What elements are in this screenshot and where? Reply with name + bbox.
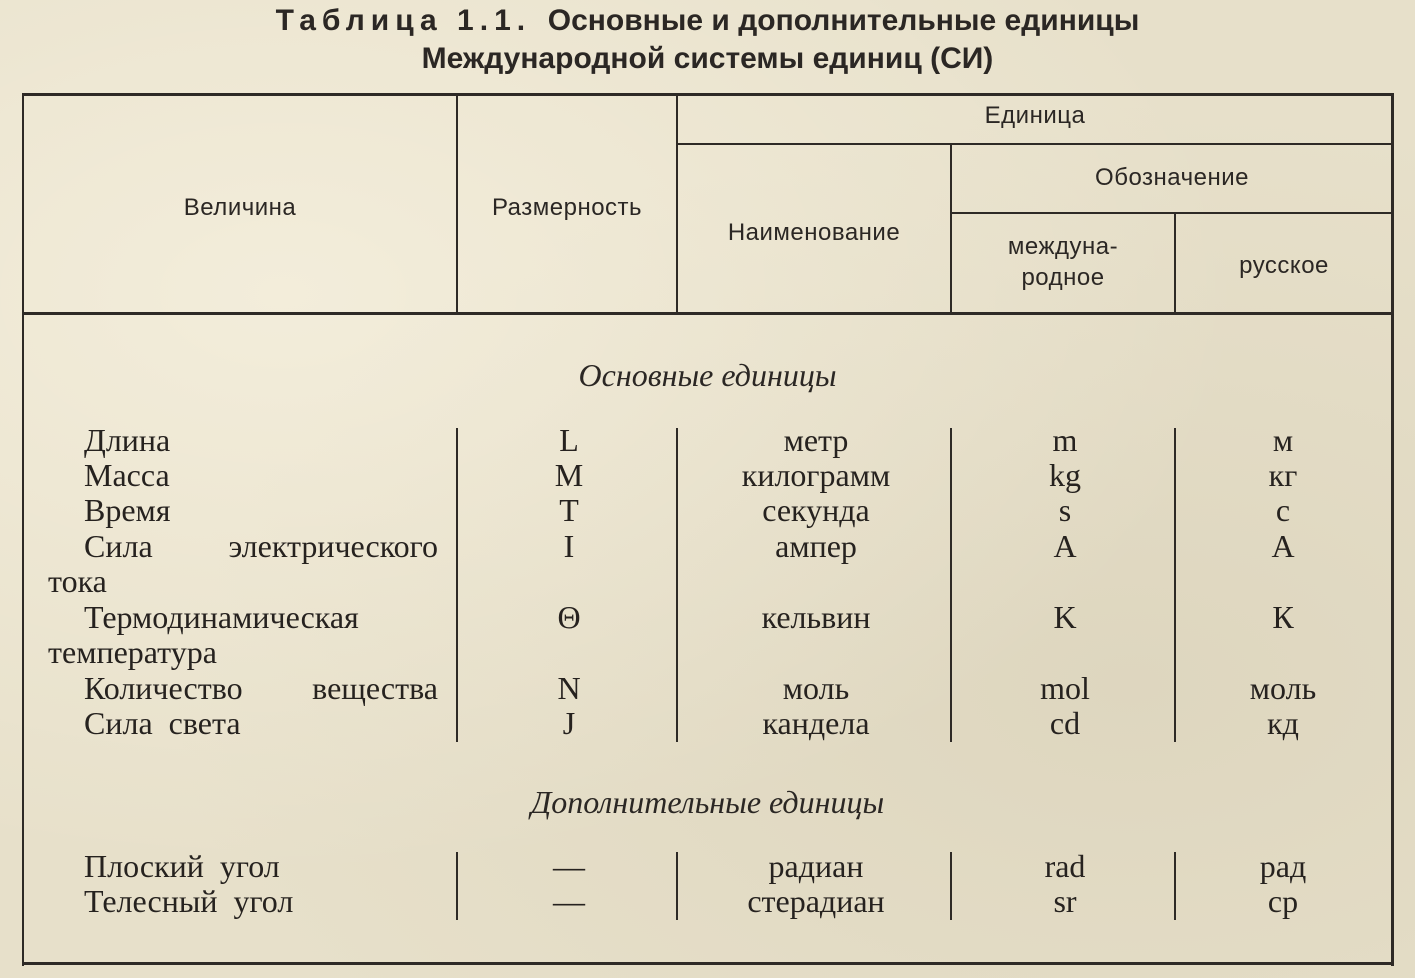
row-unit-name: кельвин: [761, 599, 871, 635]
row-rus-symbol: рад: [1259, 848, 1307, 884]
row-rus-symbol: моль: [1249, 670, 1317, 706]
quantity-line1: [48, 706, 448, 741]
table-title-line2: Международной системы единиц (СИ): [421, 42, 994, 75]
row-intl-symbol: kg: [1049, 457, 1081, 493]
row-quantity: [48, 423, 448, 458]
table-title: [0, 4, 1415, 38]
quantity-line2: температура: [48, 634, 217, 670]
quantity-word: Количество: [84, 670, 243, 706]
quantity-text: Длина: [84, 422, 171, 458]
quantity-line1: Термодинамическая: [84, 599, 359, 635]
row-dimension: —: [553, 848, 585, 884]
row-rus-symbol: м: [1272, 422, 1294, 458]
header-quantity: Величина: [183, 194, 297, 221]
row-unit-name: метр: [783, 422, 849, 458]
row-quantity: [48, 529, 448, 599]
row-rus-symbol: А: [1271, 528, 1295, 564]
row-dimension: L: [559, 422, 579, 458]
row-intl-symbol: A: [1053, 528, 1077, 564]
row-quantity: [48, 706, 448, 741]
header-international-line2: родное: [1021, 264, 1105, 291]
quantity-word: электрического: [228, 528, 438, 564]
body-divider-5: [456, 852, 458, 920]
symbol-header-rule: [952, 212, 1392, 214]
row-rus-symbol: К: [1272, 599, 1294, 635]
row-unit-name: секунда: [762, 492, 870, 528]
row-rus-symbol: кг: [1268, 457, 1298, 493]
header-symbol: Обозначение: [1095, 164, 1249, 191]
row-unit-name: радиан: [768, 848, 864, 884]
row-quantity: [48, 849, 448, 884]
quantity-word: Сила: [84, 705, 153, 741]
row-unit-name: ампер: [775, 528, 857, 564]
section-title-base: Основные единицы: [578, 357, 837, 393]
row-dimension: —: [553, 883, 585, 919]
row-intl-symbol: sr: [1053, 883, 1077, 919]
header-unit: Единица: [984, 102, 1086, 129]
header-russian: русское: [1239, 252, 1329, 279]
row-rus-symbol: кд: [1267, 705, 1299, 741]
row-rus-symbol: ср: [1267, 883, 1299, 919]
row-dimension: J: [562, 705, 576, 741]
quantity-line1: [48, 671, 438, 706]
row-intl-symbol: cd: [1049, 705, 1081, 741]
row-dimension: N: [557, 670, 581, 706]
header-international: [952, 231, 1174, 293]
quantity-text: Время: [84, 492, 171, 528]
table-right-border: [1391, 93, 1394, 966]
table-bottom-border: [22, 962, 1394, 965]
row-intl-symbol: s: [1058, 492, 1072, 528]
quantity-word: Телесный: [84, 883, 218, 919]
header-bottom-rule: [22, 312, 1394, 315]
header-international-line1: междуна-: [1007, 233, 1119, 260]
row-quantity: [48, 884, 448, 919]
quantity-line1: [48, 849, 448, 884]
quantity-word: света: [168, 705, 241, 741]
row-quantity: [48, 493, 448, 528]
quantity-word: угол: [233, 883, 294, 919]
quantity-text: Масса: [84, 457, 170, 493]
quantity-word: Сила: [84, 528, 153, 564]
header-dimension: Размерность: [491, 194, 643, 221]
row-unit-name: моль: [782, 670, 850, 706]
row-unit-name: стерадиан: [747, 883, 885, 919]
row-dimension: I: [563, 528, 575, 564]
unit-header-rule: [678, 143, 1392, 145]
quantity-word: угол: [219, 848, 280, 884]
row-dimension: T: [559, 492, 579, 528]
row-intl-symbol: rad: [1044, 848, 1086, 884]
header-name: Наименование: [727, 219, 901, 246]
row-quantity: [48, 458, 448, 493]
row-unit-name: кандела: [762, 705, 870, 741]
quantity-line1: [48, 884, 448, 919]
row-quantity: [48, 671, 448, 706]
row-quantity: [48, 600, 448, 670]
row-unit-name: килограмм: [741, 457, 891, 493]
quantity-line1: [48, 529, 438, 564]
table-title-line1: Основные и дополнительные единицы: [547, 4, 1140, 37]
quantity-word: вещества: [312, 670, 438, 706]
body-divider-1: [456, 428, 458, 742]
table-number: Таблица 1.1.: [275, 4, 532, 37]
table-top-border: [22, 93, 1394, 96]
row-intl-symbol: m: [1052, 422, 1078, 458]
row-dimension: Θ: [557, 599, 581, 635]
row-intl-symbol: mol: [1040, 670, 1090, 706]
row-rus-symbol: с: [1275, 492, 1291, 528]
row-dimension: M: [554, 457, 584, 493]
quantity-word: Плоский: [84, 848, 204, 884]
row-intl-symbol: K: [1053, 599, 1077, 635]
section-title-supplementary: Дополнительные единицы: [530, 784, 885, 820]
quantity-line2: тока: [48, 563, 107, 599]
